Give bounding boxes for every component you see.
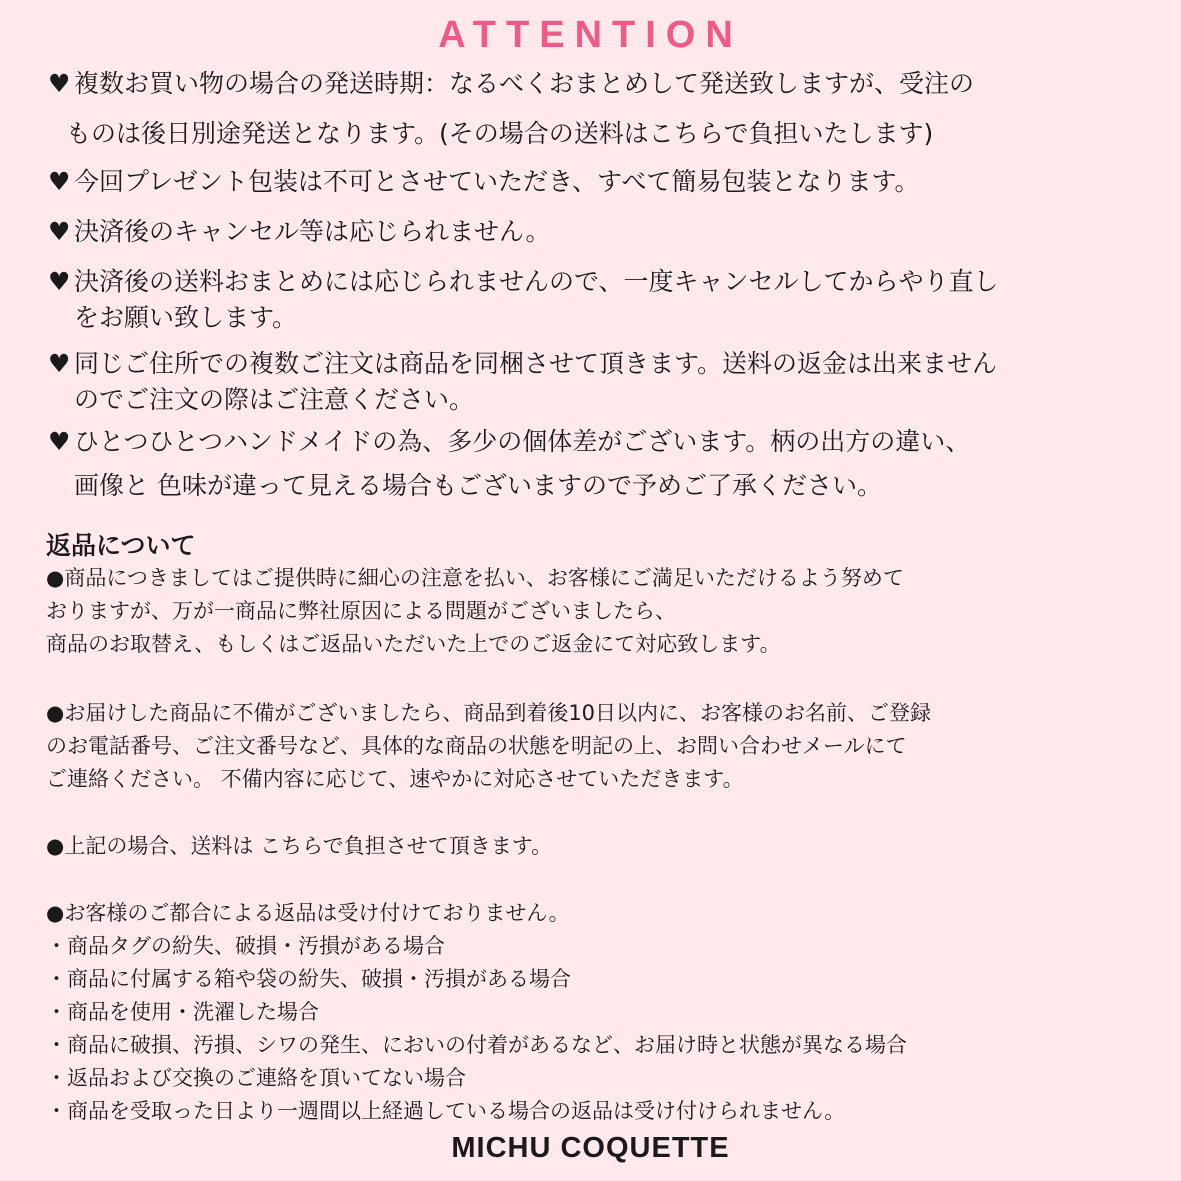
paragraph-line: おりますが、万が一商品に弊社原因による問題がございましたら、 — [46, 599, 676, 623]
notice-text-continued: のでご注文の際はご注意ください。 — [74, 385, 475, 414]
list-item: ・商品に付属する箱や袋の紛失、破損・汚損がある場合 — [46, 967, 571, 991]
paragraph-line: ご連絡ください。 不備内容に応じて、速やかに対応させていただきます。 — [46, 767, 744, 791]
notice-item-combine-shipping — [48, 264, 1148, 336]
returns-heading: 返品について — [46, 531, 196, 560]
paragraph-line: ●商品につきましてはご提供時に細心の注意を払い、お客様にご満足いただけるよう努めて — [46, 566, 904, 590]
heart-icon: ♥ — [48, 349, 71, 378]
paragraph-line: のお電話番号、ご注文番号など、具体的な商品の状態を明記の上、お問い合わせメールにて — [46, 734, 907, 758]
returns-paragraph-shipping-fee — [46, 830, 1146, 863]
notice-text: 決済後のキャンセル等は応じられません。 — [74, 217, 551, 246]
page-title: ATTENTION — [438, 14, 743, 56]
paragraph-line: ●お客様のご都合による返品は受け付けておりません。 — [46, 901, 570, 925]
brand-footer: MICHU COQUETTE — [451, 1132, 730, 1164]
returns-paragraph-defects — [46, 697, 1146, 796]
heart-icon: ♥ — [48, 427, 71, 456]
list-item: ・商品に破損、汚損、シワの発生、においの付着があるなど、お届け時と状態が異なる場合 — [46, 1033, 907, 1057]
notice-item-same-address — [48, 346, 1148, 418]
returns-paragraph-no-returns — [46, 897, 1146, 1128]
paragraph-line: ●上記の場合、送料は こちらで負担させて頂きます。 — [46, 834, 553, 858]
notice-text-continued: 画像と 色味が違って見える場合もございますので予めご了承ください。 — [74, 471, 882, 500]
paragraph-line: ●お届けした商品に不備がございましたら、商品到着後10日以内に、お客様のお名前、ご登録 — [46, 701, 932, 725]
heart-icon: ♥ — [48, 69, 71, 98]
heart-icon: ♥ — [48, 217, 71, 246]
notice-text: 決済後の送料おまとめには応じられませんので、一度キャンセルしてからやり直し — [74, 267, 999, 296]
notice-item-shipping — [48, 66, 1148, 152]
heart-icon: ♥ — [48, 267, 71, 296]
paragraph-line: 商品のお取替え、もしくはご返品いただいた上でのご返金にて対応致します。 — [46, 632, 781, 656]
list-item: ・商品を使用・洗濯した場合 — [46, 1000, 319, 1024]
heart-icon: ♥ — [48, 167, 71, 196]
notice-text-continued: をお願い致します。 — [74, 303, 298, 332]
notice-text: 複数お買い物の場合の発送時期：なるべくおまとめして発送致しますが、受注の — [74, 69, 975, 98]
notice-item-wrapping — [48, 164, 1148, 200]
notice-text-continued: ものは後日別途発送となります。(その場合の送料はこちらで負担いたします) — [66, 119, 934, 148]
returns-paragraph-quality — [46, 562, 1146, 661]
notice-text: 同じご住所での複数ご注文は商品を同梱させて頂きます。送料の返金は出来ません — [74, 349, 998, 378]
notice-item-cancel — [48, 214, 1148, 250]
notice-item-handmade — [48, 424, 1148, 504]
list-item: ・返品および交換のご連絡を頂いてない場合 — [46, 1066, 466, 1090]
list-item: ・商品タグの紛失、破損・汚損がある場合 — [46, 934, 445, 958]
list-item: ・商品を受取った日より一週間以上経過している場合の返品は受け付けられません。 — [46, 1099, 846, 1123]
notice-text: 今回プレゼント包装は不可とさせていただき、すべて簡易包装となります。 — [74, 167, 920, 196]
notice-text: ひとつひとつハンドメイドの為、多少の個体差がございます。柄の出方の違い、 — [74, 427, 971, 456]
